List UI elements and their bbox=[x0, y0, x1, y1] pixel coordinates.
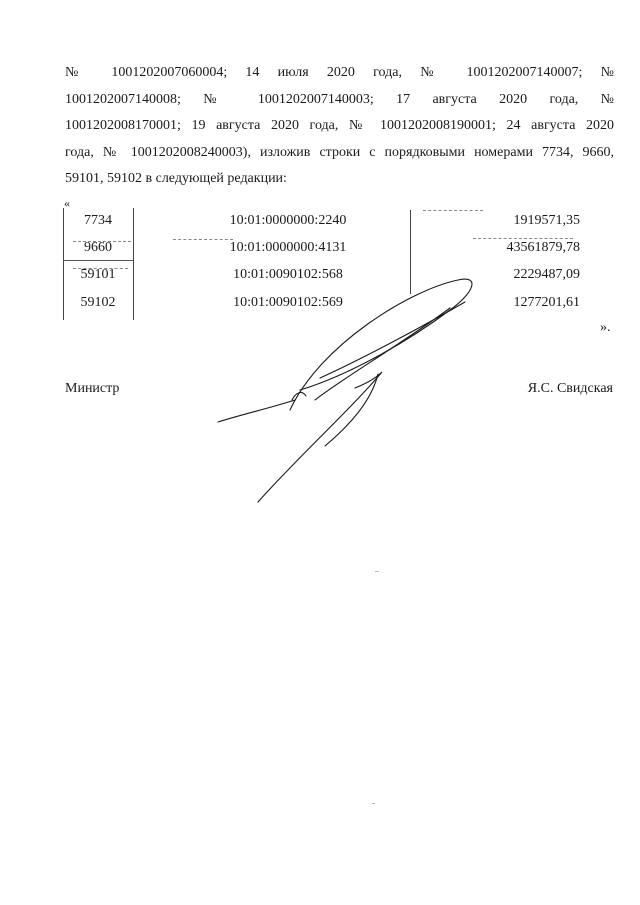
closing-quote: ». bbox=[600, 320, 611, 335]
row-number: 59102 bbox=[80, 295, 116, 310]
cadastral-value: 2229487,09 bbox=[513, 267, 580, 282]
cadastral-value: 1919571,35 bbox=[513, 213, 580, 228]
cadastral-value: 43561879,78 bbox=[506, 240, 580, 255]
cadastral-number: 10:01:0000000:2240 bbox=[229, 213, 347, 228]
row-number: 7734 bbox=[84, 213, 112, 228]
row-number: 59101 bbox=[80, 267, 116, 282]
cadastral-number: 10:01:0090102:569 bbox=[233, 295, 343, 310]
amendment-paragraph bbox=[65, 60, 614, 193]
handwritten-signature bbox=[200, 250, 520, 510]
signatory-role: Министр bbox=[65, 381, 120, 396]
scan-speck bbox=[375, 571, 379, 572]
paragraph-line: 1001202008170001; 19 августа 2020 года, № 1001202008190001; 24 августа 2020 bbox=[65, 118, 614, 133]
cadastral-value: 1277201,61 bbox=[513, 295, 580, 310]
paragraph-line: № 1001202007060004; 14 июля 2020 года, № 1001202007140007; № bbox=[65, 65, 614, 80]
cadastral-number: 10:01:0000000:4131 bbox=[229, 240, 347, 255]
opening-quote: « bbox=[64, 196, 70, 210]
paragraph-line: 1001202007140008; № 1001202007140003; 17 августа 2020 года, № bbox=[65, 91, 614, 107]
signatory-name: Я.С. Свидская bbox=[527, 381, 613, 396]
table-row bbox=[63, 208, 580, 234]
scan-speck bbox=[372, 803, 375, 804]
row-number: 9660 bbox=[84, 240, 112, 255]
paragraph-line: года, № 1001202008240003), изложив строки с порядковыми номерами 7734, 9660, bbox=[65, 144, 614, 160]
cadastral-number: 10:01:0090102:568 bbox=[233, 267, 343, 282]
paragraph-line: 59101, 59102 в следующей редакции: bbox=[65, 171, 287, 186]
